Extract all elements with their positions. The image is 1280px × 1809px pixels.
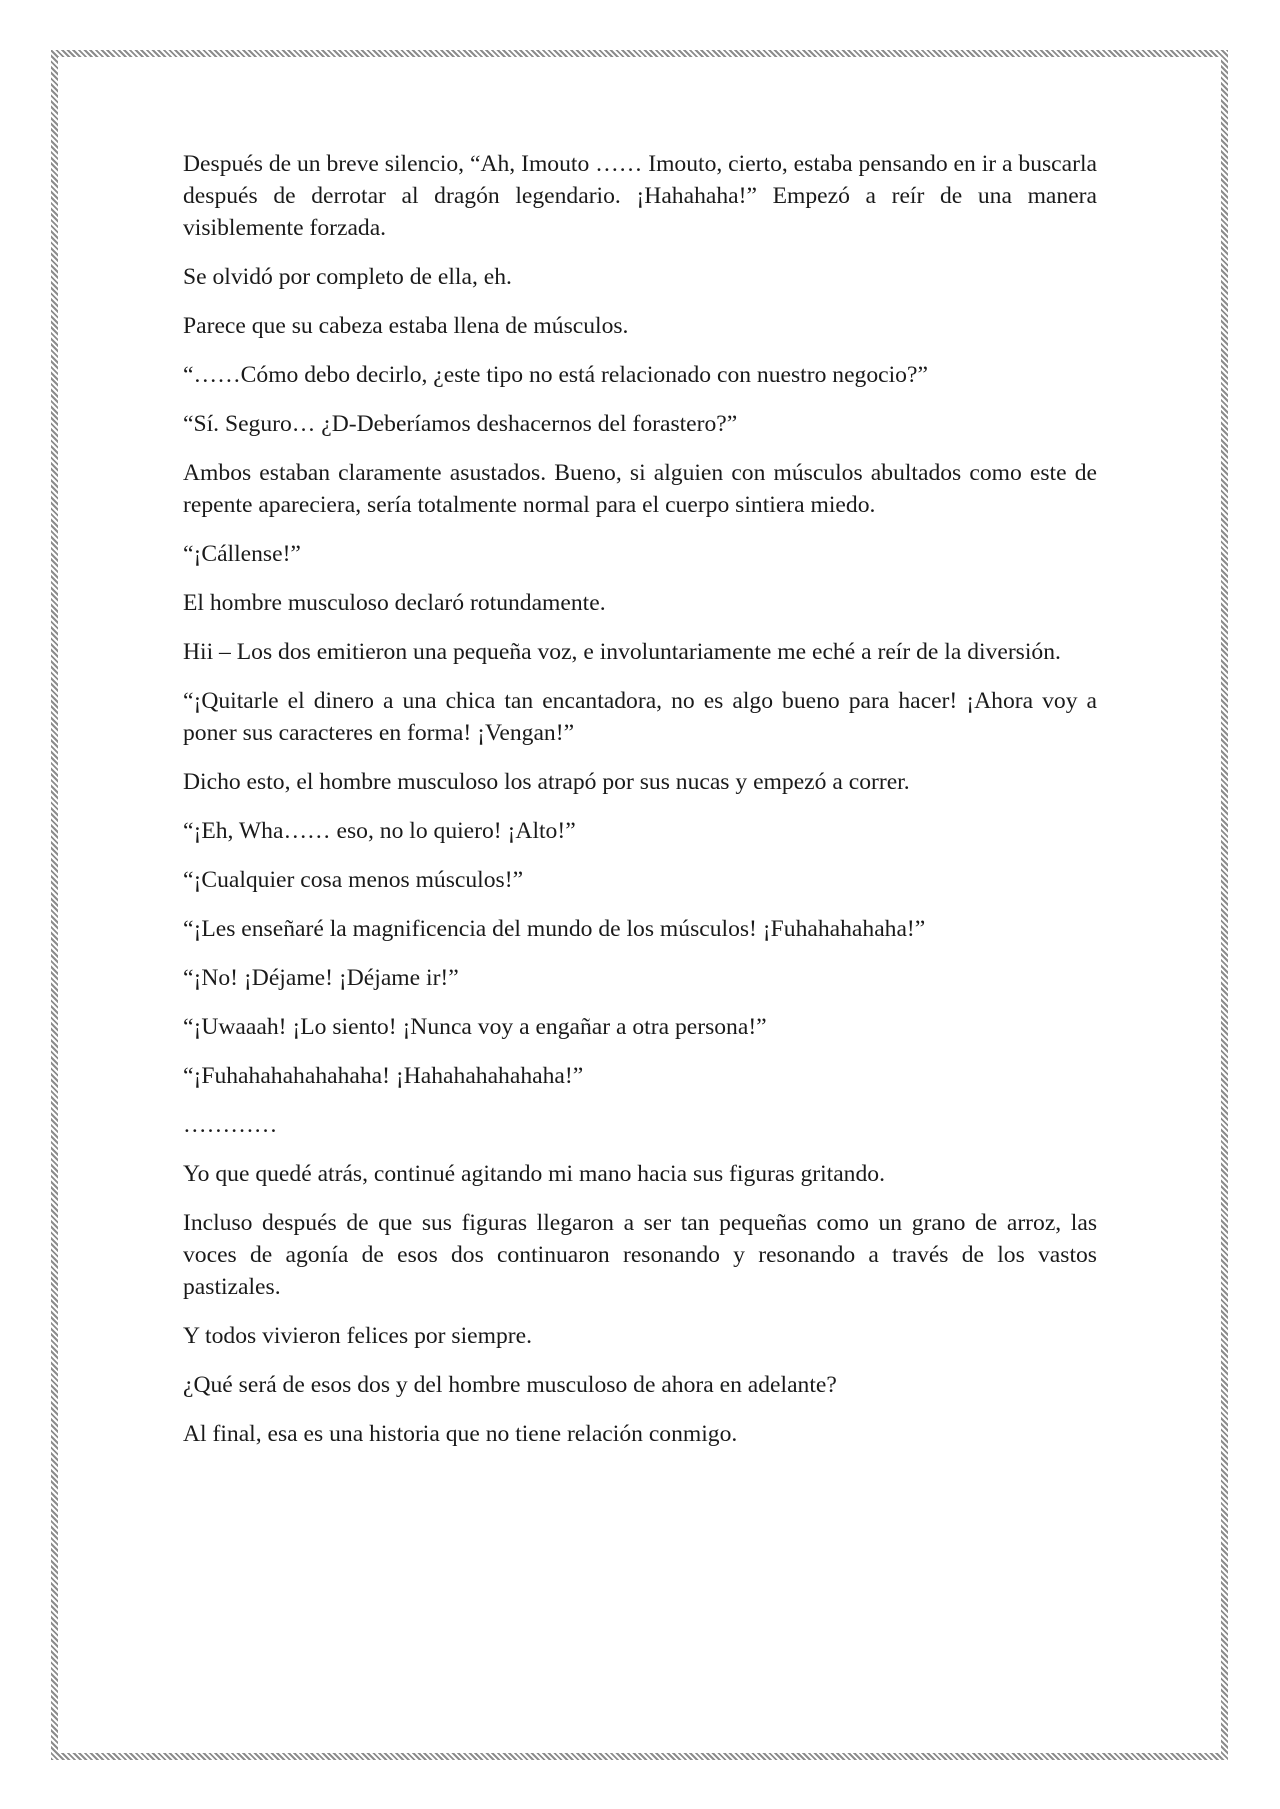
- paragraph: “¡Quitarle el dinero a una chica tan encantadora, no es algo bueno para hacer! ¡Ahora voy a poner sus caracteres en forma! ¡Vengan!”: [183, 688, 1097, 746]
- paragraph: “¡Les enseñaré la magnificencia del mundo de los músculos! ¡Fuhahahahaha!”: [183, 916, 926, 942]
- paragraph: “¡Eh, Wha…… eso, no lo quiero! ¡Alto!”: [183, 818, 576, 844]
- paragraph: Parece que su cabeza estaba llena de músculos.: [183, 313, 629, 339]
- paragraph: “¡No! ¡Déjame! ¡Déjame ir!”: [183, 965, 459, 991]
- paragraph: Dicho esto, el hombre musculoso los atrapó por sus nucas y empezó a correr.: [183, 769, 910, 795]
- paragraph: “Sí. Seguro… ¿D-Deberíamos deshacernos del forastero?”: [183, 411, 738, 437]
- paragraph: “……Cómo debo decirlo, ¿este tipo no está relacionado con nuestro negocio?”: [183, 362, 928, 388]
- paragraph: Incluso después de que sus figuras llegaron a ser tan pequeñas como un grano de arroz, las voces de agonía de esos dos continuaron resonando y resonando a través de los vastos pastizales.: [183, 1210, 1097, 1300]
- paragraph: “¡Cualquier cosa menos músculos!”: [183, 867, 524, 893]
- paragraph: Al final, esa es una historia que no tiene relación conmigo.: [183, 1421, 738, 1447]
- scene-break: …………: [183, 1112, 278, 1138]
- paragraph: Después de un breve silencio, “Ah, Imouto …… Imouto, cierto, estaba pensando en ir a buscarla después de derrotar al dragón legendario. ¡Hahahaha!” Empezó a reír de una manera visiblemente forzada.: [183, 151, 1097, 241]
- paragraph: “¡Uwaaah! ¡Lo siento! ¡Nunca voy a engañar a otra persona!”: [183, 1014, 767, 1040]
- paragraph: Hii – Los dos emitieron una pequeña voz, e involuntariamente me eché a reír de la diversión.: [183, 639, 1061, 665]
- paragraph: El hombre musculoso declaró rotundamente.: [183, 590, 606, 616]
- paragraph: ¿Qué será de esos dos y del hombre musculoso de ahora en adelante?: [183, 1372, 837, 1398]
- paragraph: “¡Fuhahahahahahaha! ¡Hahahahahahaha!”: [183, 1063, 584, 1089]
- paragraph: “¡Cállense!”: [183, 541, 301, 567]
- paragraph: Ambos estaban claramente asustados. Bueno, si alguien con músculos abultados como este de repente apareciera, sería totalmente normal para el cuerpo sintiera miedo.: [183, 460, 1097, 518]
- paragraph: Yo que quedé atrás, continué agitando mi mano hacia sus figuras gritando.: [183, 1161, 885, 1187]
- paragraph: Y todos vivieron felices por siempre.: [183, 1323, 533, 1349]
- paragraph: Se olvidó por completo de ella, eh.: [183, 264, 512, 290]
- document-body: [183, 148, 1097, 1467]
